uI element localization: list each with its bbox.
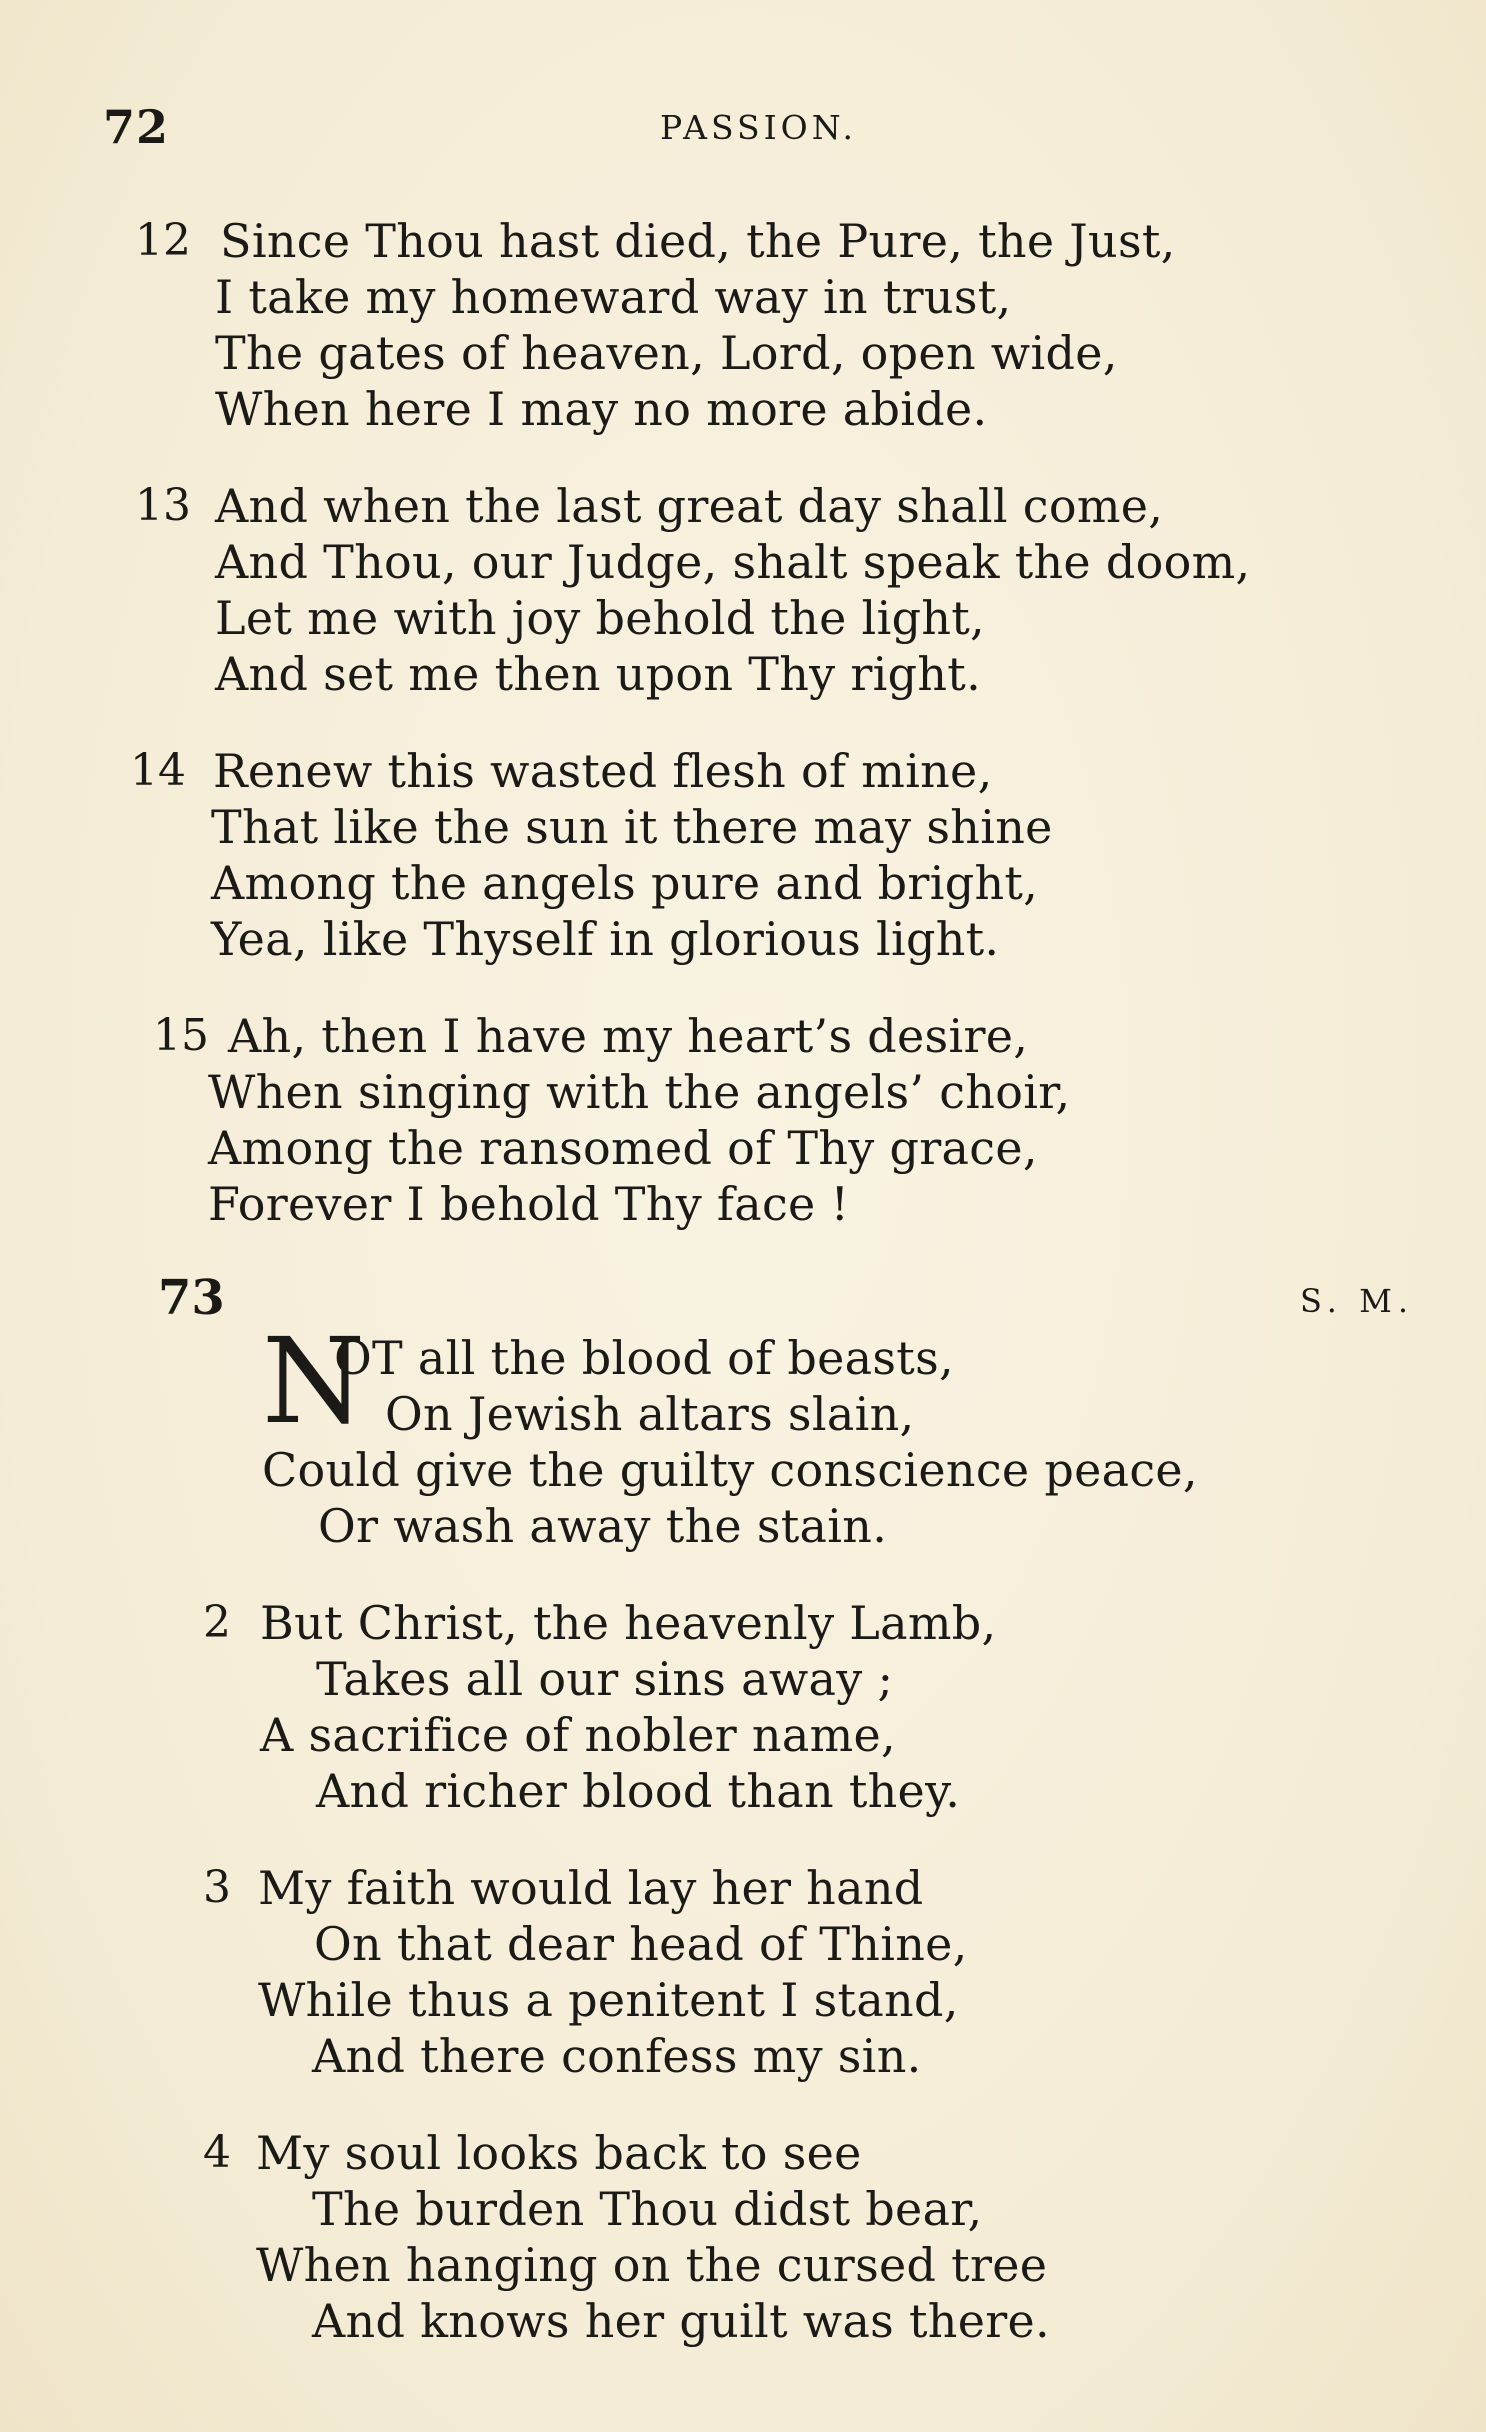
verse-line: Or wash away the stain. [318, 1499, 888, 1553]
verse-line: Let me with joy behold the light, [215, 591, 985, 645]
verse-line: A sacrifice of nobler name, [260, 1708, 896, 1762]
verse-line: I take my homeward way in trust, [215, 270, 1012, 324]
verse-line: On that dear head of Thine, [314, 1917, 968, 1971]
verse-line: My soul looks back to see [256, 2126, 862, 2180]
verse-line: OT all the blood of beasts, [334, 1331, 954, 1385]
verse-line: That like the sun it there may shine [211, 800, 1053, 854]
verse-line: The gates of heaven, Lord, open wide, [215, 326, 1118, 380]
verse-line: And richer blood than they. [316, 1764, 961, 1818]
verse-line: While thus a penitent I stand, [258, 1973, 959, 2027]
verse-line: Among the angels pure and bright, [211, 856, 1039, 910]
hymn-meter: S. M. [1300, 1282, 1415, 1320]
stanza-number: 13 [135, 480, 191, 531]
stanza-number: 15 [153, 1010, 209, 1061]
verse-line: Yea, like Thyself in glorious light. [211, 912, 1000, 966]
verse-line: And knows her guilt was there. [312, 2294, 1050, 2348]
verse-line: Renew this wasted flesh of mine, [213, 744, 993, 798]
verse-line: Ah, then I have my heart’s desire, [228, 1009, 1029, 1063]
verse-line: And when the last great day shall come, [215, 479, 1164, 533]
stanza-number: 12 [135, 215, 191, 266]
running-head: PASSION. [660, 108, 857, 147]
verse-line: But Christ, the heavenly Lamb, [260, 1596, 997, 1650]
verse-line: When singing with the angels’ choir, [208, 1065, 1071, 1119]
verse-line: On Jewish altars slain, [385, 1387, 915, 1441]
verse-line: When here I may no more abide. [215, 382, 988, 436]
verse-line: Since Thou hast died, the Pure, the Just, [220, 214, 1176, 268]
stanza-number: 14 [130, 745, 186, 796]
verse-line: When hanging on the cursed tree [256, 2238, 1048, 2292]
verse-line: The burden Thou didst bear, [312, 2182, 983, 2236]
drop-cap: N [262, 1312, 366, 1450]
stanza-number: 2 [203, 1597, 231, 1648]
hymn-number: 73 [158, 1270, 225, 1326]
verse-line: And there confess my sin. [312, 2029, 922, 2083]
verse-line: And Thou, our Judge, shalt speak the doom, [215, 535, 1251, 589]
page-header [0, 100, 1486, 160]
stanza-number: 4 [203, 2127, 231, 2178]
verse-line: Among the ransomed of Thy grace, [208, 1121, 1038, 1175]
verse-line: My faith would lay her hand [258, 1861, 924, 1915]
verse-line: And set me then upon Thy right. [215, 647, 982, 701]
verse-line: Forever I behold Thy face ! [208, 1177, 850, 1231]
verse-line: Takes all our sins away ; [316, 1652, 894, 1706]
verse-line: Could give the guilty conscience peace, [262, 1443, 1198, 1497]
page-number: 72 [103, 100, 170, 154]
stanza-number: 3 [203, 1862, 231, 1913]
